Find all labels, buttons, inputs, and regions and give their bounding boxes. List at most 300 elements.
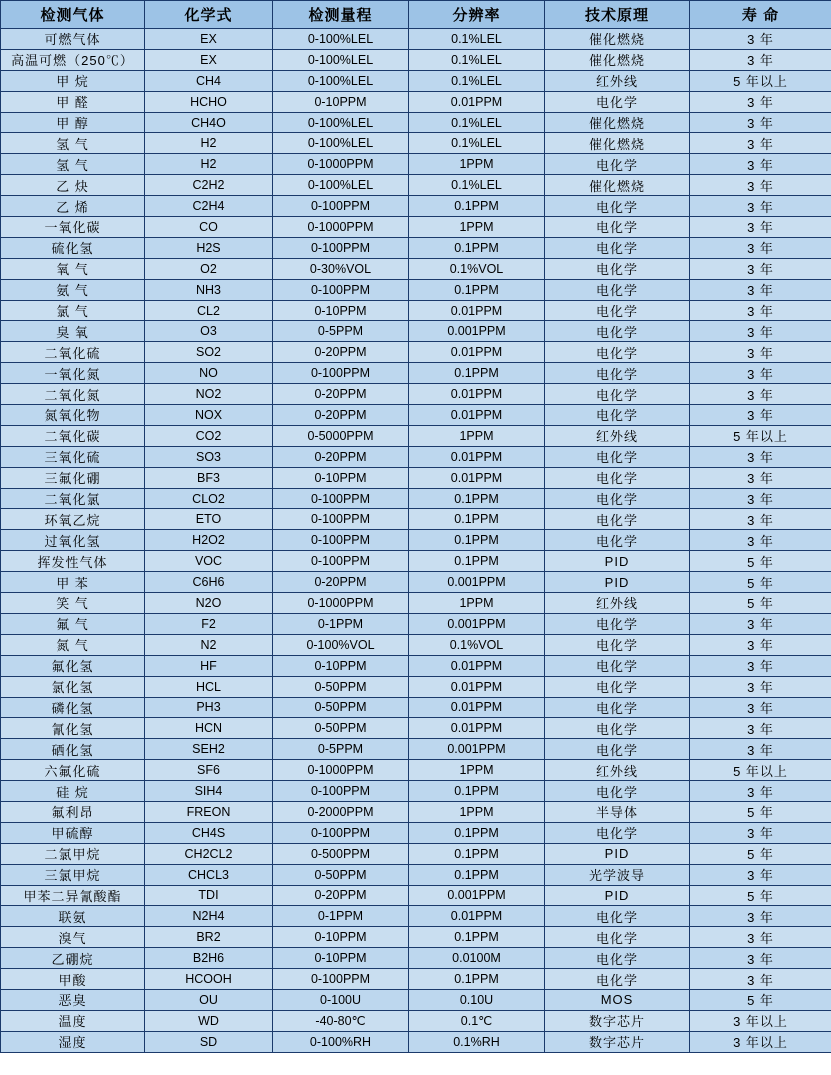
cell-detection-range: 0-100PPM bbox=[273, 279, 409, 300]
cell-gas-name: 三氟化硼 bbox=[1, 467, 145, 488]
cell-resolution: 0.1%LEL bbox=[409, 49, 545, 70]
cell-chemical-formula: TDI bbox=[145, 885, 273, 906]
cell-lifespan: 3 年 bbox=[690, 530, 831, 551]
cell-resolution: 0.1PPM bbox=[409, 530, 545, 551]
table-row bbox=[1, 363, 831, 384]
cell-gas-name: 温度 bbox=[1, 1010, 145, 1031]
cell-lifespan: 3 年 bbox=[690, 279, 831, 300]
cell-chemical-formula: SD bbox=[145, 1031, 273, 1052]
table-row bbox=[1, 446, 831, 467]
cell-detection-range: 0-1000PPM bbox=[273, 217, 409, 238]
cell-lifespan: 3 年 bbox=[690, 112, 831, 133]
cell-gas-name: 氰化氢 bbox=[1, 718, 145, 739]
cell-resolution: 1PPM bbox=[409, 593, 545, 614]
cell-gas-name: 氟 气 bbox=[1, 613, 145, 634]
cell-chemical-formula: HCHO bbox=[145, 91, 273, 112]
cell-chemical-formula: H2 bbox=[145, 133, 273, 154]
table-body bbox=[1, 29, 831, 1053]
cell-detection-range: 0-10PPM bbox=[273, 948, 409, 969]
cell-lifespan: 3 年 bbox=[690, 217, 831, 238]
cell-technology: 电化学 bbox=[545, 384, 690, 405]
cell-detection-range: 0-10PPM bbox=[273, 927, 409, 948]
cell-chemical-formula: B2H6 bbox=[145, 948, 273, 969]
cell-chemical-formula: NO bbox=[145, 363, 273, 384]
cell-technology: 数字芯片 bbox=[545, 1031, 690, 1052]
cell-gas-name: 二氧化硫 bbox=[1, 342, 145, 363]
cell-chemical-formula: SIH4 bbox=[145, 781, 273, 802]
table-row bbox=[1, 989, 831, 1010]
cell-gas-name: 乙 烯 bbox=[1, 196, 145, 217]
column-header-gas-name: 检测气体 bbox=[1, 1, 145, 29]
cell-chemical-formula: N2 bbox=[145, 634, 273, 655]
cell-resolution: 1PPM bbox=[409, 217, 545, 238]
cell-detection-range: 0-100PPM bbox=[273, 551, 409, 572]
cell-gas-name: 甲 醛 bbox=[1, 91, 145, 112]
cell-gas-name: 氟化氢 bbox=[1, 655, 145, 676]
cell-chemical-formula: CLO2 bbox=[145, 488, 273, 509]
cell-technology: MOS bbox=[545, 989, 690, 1010]
cell-detection-range: 0-10PPM bbox=[273, 467, 409, 488]
cell-resolution: 0.1%LEL bbox=[409, 70, 545, 91]
cell-chemical-formula: H2O2 bbox=[145, 530, 273, 551]
cell-resolution: 0.001PPM bbox=[409, 613, 545, 634]
table-row bbox=[1, 697, 831, 718]
cell-chemical-formula: CH4 bbox=[145, 70, 273, 91]
cell-resolution: 0.1PPM bbox=[409, 237, 545, 258]
cell-gas-name: 氯 气 bbox=[1, 300, 145, 321]
cell-detection-range: 0-50PPM bbox=[273, 697, 409, 718]
cell-technology: 电化学 bbox=[545, 321, 690, 342]
cell-detection-range: 0-100%LEL bbox=[273, 112, 409, 133]
column-header-lifespan: 寿 命 bbox=[690, 1, 831, 29]
cell-chemical-formula: EX bbox=[145, 49, 273, 70]
table-row bbox=[1, 906, 831, 927]
cell-detection-range: 0-1000PPM bbox=[273, 593, 409, 614]
table-row bbox=[1, 258, 831, 279]
cell-chemical-formula: O3 bbox=[145, 321, 273, 342]
cell-lifespan: 3 年 bbox=[690, 363, 831, 384]
cell-resolution: 0.1%VOL bbox=[409, 634, 545, 655]
cell-gas-name: 氨 气 bbox=[1, 279, 145, 300]
cell-chemical-formula: H2S bbox=[145, 237, 273, 258]
cell-resolution: 0.1%LEL bbox=[409, 175, 545, 196]
cell-technology: 半导体 bbox=[545, 801, 690, 822]
cell-lifespan: 3 年 bbox=[690, 446, 831, 467]
cell-detection-range: 0-100PPM bbox=[273, 530, 409, 551]
cell-resolution: 0.1PPM bbox=[409, 488, 545, 509]
cell-technology: 电化学 bbox=[545, 154, 690, 175]
cell-gas-name: 高温可燃（250℃） bbox=[1, 49, 145, 70]
cell-detection-range: 0-100PPM bbox=[273, 196, 409, 217]
cell-chemical-formula: SEH2 bbox=[145, 739, 273, 760]
cell-technology: 电化学 bbox=[545, 697, 690, 718]
cell-chemical-formula: NH3 bbox=[145, 279, 273, 300]
cell-chemical-formula: C6H6 bbox=[145, 572, 273, 593]
cell-gas-name: 硅 烷 bbox=[1, 781, 145, 802]
table-row bbox=[1, 342, 831, 363]
cell-technology: 电化学 bbox=[545, 258, 690, 279]
cell-gas-name: 甲酸 bbox=[1, 969, 145, 990]
cell-resolution: 0.1℃ bbox=[409, 1010, 545, 1031]
cell-gas-name: 磷化氢 bbox=[1, 697, 145, 718]
table-row bbox=[1, 237, 831, 258]
table-row bbox=[1, 739, 831, 760]
cell-detection-range: 0-50PPM bbox=[273, 676, 409, 697]
cell-chemical-formula: HF bbox=[145, 655, 273, 676]
cell-detection-range: 0-100%LEL bbox=[273, 175, 409, 196]
cell-gas-name: 氯化氢 bbox=[1, 676, 145, 697]
cell-detection-range: 0-100%VOL bbox=[273, 634, 409, 655]
cell-lifespan: 3 年 bbox=[690, 488, 831, 509]
cell-lifespan: 3 年以上 bbox=[690, 1031, 831, 1052]
cell-resolution: 1PPM bbox=[409, 760, 545, 781]
cell-resolution: 0.1PPM bbox=[409, 822, 545, 843]
table-row bbox=[1, 634, 831, 655]
table-row bbox=[1, 572, 831, 593]
cell-gas-name: 甲苯二异氰酸酯 bbox=[1, 885, 145, 906]
cell-technology: 电化学 bbox=[545, 446, 690, 467]
table-row bbox=[1, 112, 831, 133]
cell-resolution: 0.01PPM bbox=[409, 446, 545, 467]
column-header-chemical-formula: 化学式 bbox=[145, 1, 273, 29]
table-row bbox=[1, 843, 831, 864]
cell-lifespan: 3 年 bbox=[690, 154, 831, 175]
cell-chemical-formula: CH4S bbox=[145, 822, 273, 843]
cell-chemical-formula: WD bbox=[145, 1010, 273, 1031]
cell-chemical-formula: PH3 bbox=[145, 697, 273, 718]
cell-lifespan: 3 年 bbox=[690, 29, 831, 50]
cell-chemical-formula: SF6 bbox=[145, 760, 273, 781]
cell-lifespan: 5 年 bbox=[690, 989, 831, 1010]
cell-gas-name: 甲硫醇 bbox=[1, 822, 145, 843]
cell-gas-name: 恶臭 bbox=[1, 989, 145, 1010]
cell-lifespan: 5 年 bbox=[690, 593, 831, 614]
table-row bbox=[1, 196, 831, 217]
cell-gas-name: 一氧化氮 bbox=[1, 363, 145, 384]
cell-lifespan: 3 年 bbox=[690, 258, 831, 279]
cell-gas-name: 笑 气 bbox=[1, 593, 145, 614]
cell-detection-range: 0-100%LEL bbox=[273, 29, 409, 50]
cell-gas-name: 氢 气 bbox=[1, 154, 145, 175]
cell-technology: PID bbox=[545, 572, 690, 593]
cell-detection-range: 0-1000PPM bbox=[273, 760, 409, 781]
cell-gas-name: 乙 炔 bbox=[1, 175, 145, 196]
table-row bbox=[1, 593, 831, 614]
cell-detection-range: 0-100U bbox=[273, 989, 409, 1010]
cell-lifespan: 3 年 bbox=[690, 405, 831, 426]
cell-lifespan: 3 年 bbox=[690, 196, 831, 217]
cell-resolution: 0.1PPM bbox=[409, 279, 545, 300]
cell-detection-range: 0-100%LEL bbox=[273, 49, 409, 70]
cell-technology: 数字芯片 bbox=[545, 1010, 690, 1031]
cell-gas-name: 一氧化碳 bbox=[1, 217, 145, 238]
table-row bbox=[1, 467, 831, 488]
cell-chemical-formula: C2H2 bbox=[145, 175, 273, 196]
table-row bbox=[1, 425, 831, 446]
table-row bbox=[1, 49, 831, 70]
cell-lifespan: 3 年 bbox=[690, 781, 831, 802]
table-row bbox=[1, 718, 831, 739]
cell-lifespan: 3 年 bbox=[690, 133, 831, 154]
table-row bbox=[1, 175, 831, 196]
cell-detection-range: 0-50PPM bbox=[273, 864, 409, 885]
cell-detection-range: 0-20PPM bbox=[273, 405, 409, 426]
cell-gas-name: 氧 气 bbox=[1, 258, 145, 279]
cell-detection-range: 0-100PPM bbox=[273, 363, 409, 384]
cell-technology: 电化学 bbox=[545, 217, 690, 238]
cell-lifespan: 3 年 bbox=[690, 697, 831, 718]
cell-technology: 电化学 bbox=[545, 676, 690, 697]
cell-chemical-formula: SO3 bbox=[145, 446, 273, 467]
cell-technology: 红外线 bbox=[545, 593, 690, 614]
cell-lifespan: 5 年以上 bbox=[690, 760, 831, 781]
cell-chemical-formula: NOX bbox=[145, 405, 273, 426]
cell-gas-name: 三氯甲烷 bbox=[1, 864, 145, 885]
table-row bbox=[1, 279, 831, 300]
table-row bbox=[1, 864, 831, 885]
cell-technology: 电化学 bbox=[545, 405, 690, 426]
cell-technology: PID bbox=[545, 885, 690, 906]
cell-lifespan: 3 年 bbox=[690, 634, 831, 655]
cell-resolution: 0.01PPM bbox=[409, 697, 545, 718]
cell-resolution: 0.01PPM bbox=[409, 342, 545, 363]
table-row bbox=[1, 91, 831, 112]
cell-resolution: 0.01PPM bbox=[409, 91, 545, 112]
column-header-technology: 技术原理 bbox=[545, 1, 690, 29]
table-row bbox=[1, 70, 831, 91]
cell-lifespan: 5 年 bbox=[690, 551, 831, 572]
cell-gas-name: 过氧化氢 bbox=[1, 530, 145, 551]
table-row bbox=[1, 676, 831, 697]
cell-resolution: 0.1PPM bbox=[409, 196, 545, 217]
cell-lifespan: 5 年 bbox=[690, 801, 831, 822]
cell-technology: 红外线 bbox=[545, 760, 690, 781]
cell-resolution: 0.1PPM bbox=[409, 509, 545, 530]
cell-lifespan: 3 年 bbox=[690, 175, 831, 196]
column-header-detection-range: 检测量程 bbox=[273, 1, 409, 29]
table-row bbox=[1, 509, 831, 530]
cell-technology: 催化燃烧 bbox=[545, 112, 690, 133]
cell-resolution: 0.001PPM bbox=[409, 321, 545, 342]
cell-lifespan: 3 年 bbox=[690, 739, 831, 760]
cell-lifespan: 3 年 bbox=[690, 300, 831, 321]
cell-resolution: 0.01PPM bbox=[409, 300, 545, 321]
table-row bbox=[1, 781, 831, 802]
cell-gas-name: 臭 氧 bbox=[1, 321, 145, 342]
cell-technology: 红外线 bbox=[545, 425, 690, 446]
cell-chemical-formula: BR2 bbox=[145, 927, 273, 948]
cell-detection-range: 0-1000PPM bbox=[273, 154, 409, 175]
cell-technology: 催化燃烧 bbox=[545, 29, 690, 50]
cell-technology: 电化学 bbox=[545, 718, 690, 739]
cell-technology: 电化学 bbox=[545, 300, 690, 321]
cell-technology: 电化学 bbox=[545, 781, 690, 802]
cell-chemical-formula: OU bbox=[145, 989, 273, 1010]
cell-technology: 电化学 bbox=[545, 91, 690, 112]
cell-detection-range: 0-100PPM bbox=[273, 237, 409, 258]
cell-technology: 电化学 bbox=[545, 906, 690, 927]
cell-technology: 电化学 bbox=[545, 530, 690, 551]
cell-detection-range: 0-20PPM bbox=[273, 572, 409, 593]
cell-detection-range: 0-100PPM bbox=[273, 969, 409, 990]
cell-chemical-formula: CO bbox=[145, 217, 273, 238]
cell-chemical-formula: O2 bbox=[145, 258, 273, 279]
cell-technology: 电化学 bbox=[545, 237, 690, 258]
cell-chemical-formula: NO2 bbox=[145, 384, 273, 405]
cell-resolution: 0.10U bbox=[409, 989, 545, 1010]
cell-resolution: 0.1PPM bbox=[409, 843, 545, 864]
cell-chemical-formula: CHCL3 bbox=[145, 864, 273, 885]
cell-lifespan: 3 年 bbox=[690, 906, 831, 927]
cell-technology: 催化燃烧 bbox=[545, 133, 690, 154]
cell-gas-name: 二氯甲烷 bbox=[1, 843, 145, 864]
cell-technology: PID bbox=[545, 843, 690, 864]
cell-technology: 电化学 bbox=[545, 196, 690, 217]
cell-detection-range: -40-80℃ bbox=[273, 1010, 409, 1031]
cell-lifespan: 5 年 bbox=[690, 572, 831, 593]
cell-gas-name: 六氟化硫 bbox=[1, 760, 145, 781]
cell-chemical-formula: H2 bbox=[145, 154, 273, 175]
cell-resolution: 0.01PPM bbox=[409, 467, 545, 488]
cell-lifespan: 5 年以上 bbox=[690, 425, 831, 446]
table-row bbox=[1, 885, 831, 906]
table-header-row bbox=[1, 1, 831, 29]
cell-detection-range: 0-100%LEL bbox=[273, 133, 409, 154]
cell-lifespan: 3 年 bbox=[690, 948, 831, 969]
cell-gas-name: 二氧化氮 bbox=[1, 384, 145, 405]
column-header-resolution: 分辨率 bbox=[409, 1, 545, 29]
cell-detection-range: 0-20PPM bbox=[273, 342, 409, 363]
cell-lifespan: 3 年以上 bbox=[690, 1010, 831, 1031]
cell-chemical-formula: F2 bbox=[145, 613, 273, 634]
cell-technology: 电化学 bbox=[545, 509, 690, 530]
table-row bbox=[1, 1010, 831, 1031]
table-row bbox=[1, 801, 831, 822]
cell-lifespan: 3 年 bbox=[690, 864, 831, 885]
cell-lifespan: 5 年以上 bbox=[690, 70, 831, 91]
cell-lifespan: 3 年 bbox=[690, 237, 831, 258]
cell-chemical-formula: CH4O bbox=[145, 112, 273, 133]
table-row bbox=[1, 969, 831, 990]
table-row bbox=[1, 927, 831, 948]
cell-chemical-formula: ETO bbox=[145, 509, 273, 530]
cell-technology: PID bbox=[545, 551, 690, 572]
cell-detection-range: 0-1PPM bbox=[273, 613, 409, 634]
cell-resolution: 0.1PPM bbox=[409, 363, 545, 384]
cell-technology: 电化学 bbox=[545, 634, 690, 655]
cell-chemical-formula: EX bbox=[145, 29, 273, 50]
cell-detection-range: 0-20PPM bbox=[273, 885, 409, 906]
cell-technology: 电化学 bbox=[545, 279, 690, 300]
cell-detection-range: 0-10PPM bbox=[273, 91, 409, 112]
table-row bbox=[1, 300, 831, 321]
cell-technology: 电化学 bbox=[545, 969, 690, 990]
cell-resolution: 0.1%LEL bbox=[409, 112, 545, 133]
cell-resolution: 0.1%LEL bbox=[409, 133, 545, 154]
cell-lifespan: 3 年 bbox=[690, 655, 831, 676]
cell-gas-name: 甲 苯 bbox=[1, 572, 145, 593]
cell-detection-range: 0-10PPM bbox=[273, 300, 409, 321]
cell-chemical-formula: N2O bbox=[145, 593, 273, 614]
cell-detection-range: 0-100%RH bbox=[273, 1031, 409, 1052]
cell-lifespan: 3 年 bbox=[690, 509, 831, 530]
cell-resolution: 1PPM bbox=[409, 425, 545, 446]
cell-chemical-formula: FREON bbox=[145, 801, 273, 822]
cell-gas-name: 可燃气体 bbox=[1, 29, 145, 50]
cell-resolution: 0.01PPM bbox=[409, 655, 545, 676]
cell-technology: 电化学 bbox=[545, 467, 690, 488]
cell-technology: 催化燃烧 bbox=[545, 49, 690, 70]
cell-gas-name: 乙硼烷 bbox=[1, 948, 145, 969]
cell-gas-name: 挥发性气体 bbox=[1, 551, 145, 572]
table-row bbox=[1, 822, 831, 843]
cell-gas-name: 硫化氢 bbox=[1, 237, 145, 258]
cell-chemical-formula: CH2CL2 bbox=[145, 843, 273, 864]
cell-detection-range: 0-5PPM bbox=[273, 321, 409, 342]
cell-detection-range: 0-1PPM bbox=[273, 906, 409, 927]
cell-detection-range: 0-100PPM bbox=[273, 781, 409, 802]
table-row bbox=[1, 551, 831, 572]
table-row bbox=[1, 154, 831, 175]
cell-detection-range: 0-2000PPM bbox=[273, 801, 409, 822]
cell-chemical-formula: HCL bbox=[145, 676, 273, 697]
table-row bbox=[1, 321, 831, 342]
cell-chemical-formula: CO2 bbox=[145, 425, 273, 446]
cell-lifespan: 3 年 bbox=[690, 822, 831, 843]
cell-lifespan: 3 年 bbox=[690, 467, 831, 488]
cell-technology: 催化燃烧 bbox=[545, 175, 690, 196]
cell-technology: 电化学 bbox=[545, 655, 690, 676]
cell-gas-name: 三氧化硫 bbox=[1, 446, 145, 467]
cell-technology: 电化学 bbox=[545, 363, 690, 384]
cell-resolution: 0.001PPM bbox=[409, 885, 545, 906]
cell-chemical-formula: N2H4 bbox=[145, 906, 273, 927]
cell-detection-range: 0-20PPM bbox=[273, 446, 409, 467]
table-row bbox=[1, 655, 831, 676]
cell-detection-range: 0-100PPM bbox=[273, 488, 409, 509]
cell-chemical-formula: C2H4 bbox=[145, 196, 273, 217]
cell-chemical-formula: HCN bbox=[145, 718, 273, 739]
cell-detection-range: 0-20PPM bbox=[273, 384, 409, 405]
table-row bbox=[1, 133, 831, 154]
table-row bbox=[1, 530, 831, 551]
cell-detection-range: 0-5000PPM bbox=[273, 425, 409, 446]
cell-gas-name: 氮 气 bbox=[1, 634, 145, 655]
cell-detection-range: 0-5PPM bbox=[273, 739, 409, 760]
cell-detection-range: 0-50PPM bbox=[273, 718, 409, 739]
cell-detection-range: 0-100PPM bbox=[273, 822, 409, 843]
table-row bbox=[1, 384, 831, 405]
cell-resolution: 0.001PPM bbox=[409, 572, 545, 593]
cell-resolution: 0.1PPM bbox=[409, 781, 545, 802]
cell-gas-name: 甲 醇 bbox=[1, 112, 145, 133]
table-row bbox=[1, 488, 831, 509]
cell-resolution: 0.01PPM bbox=[409, 906, 545, 927]
cell-technology: 电化学 bbox=[545, 927, 690, 948]
cell-gas-name: 氮氧化物 bbox=[1, 405, 145, 426]
cell-resolution: 0.1PPM bbox=[409, 927, 545, 948]
cell-gas-name: 环氧乙烷 bbox=[1, 509, 145, 530]
cell-detection-range: 0-100%LEL bbox=[273, 70, 409, 91]
cell-resolution: 0.1%RH bbox=[409, 1031, 545, 1052]
table-header bbox=[1, 1, 831, 29]
cell-gas-name: 硒化氢 bbox=[1, 739, 145, 760]
table-row bbox=[1, 29, 831, 50]
cell-lifespan: 3 年 bbox=[690, 49, 831, 70]
cell-detection-range: 0-500PPM bbox=[273, 843, 409, 864]
cell-resolution: 1PPM bbox=[409, 801, 545, 822]
cell-gas-name: 二氧化碳 bbox=[1, 425, 145, 446]
